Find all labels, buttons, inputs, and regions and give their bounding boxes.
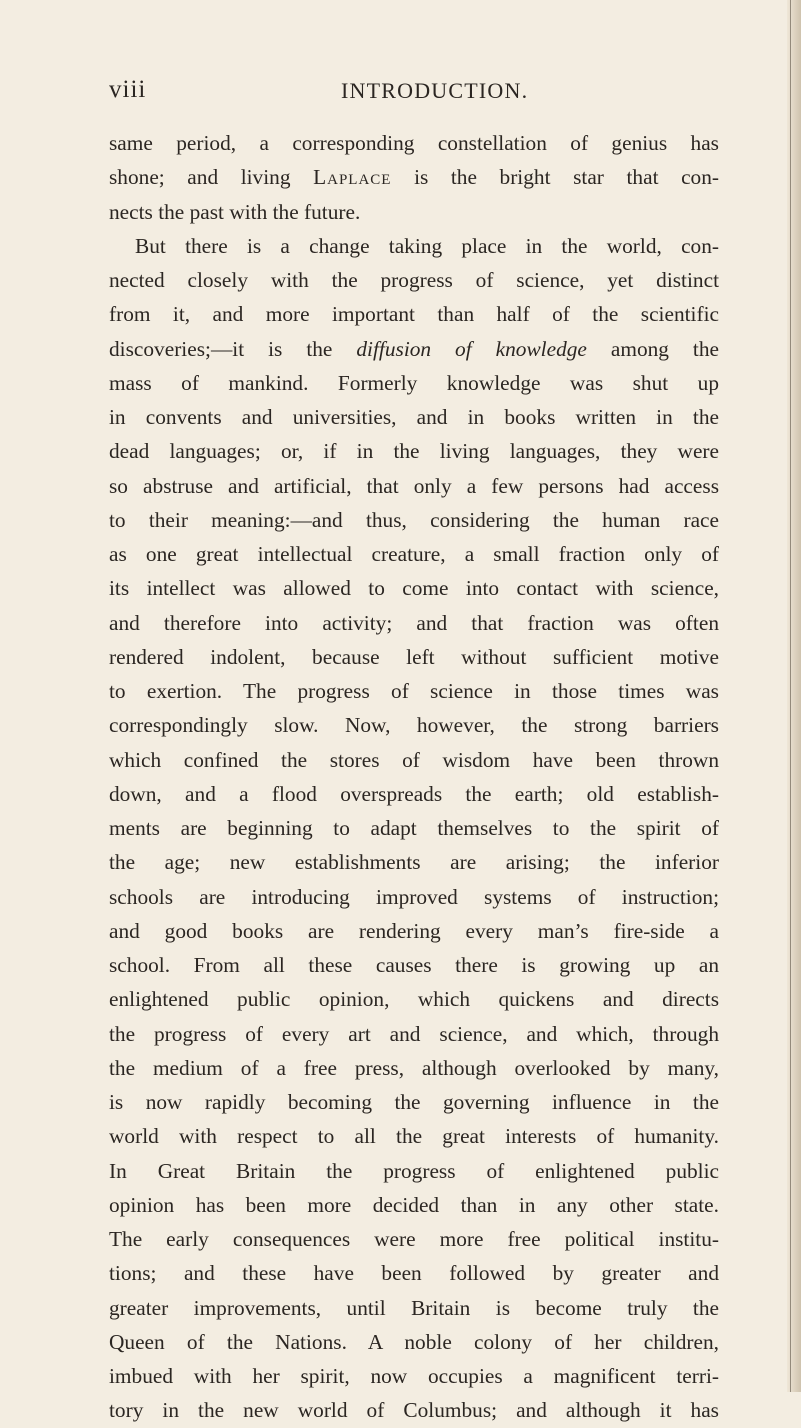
text-line: ments are beginning to adapt themselves to the spirit of	[109, 816, 719, 840]
text-line: to their meaning:—and thus, considering the human race	[109, 507, 719, 532]
running-head: INTRODUCTION.	[341, 78, 529, 103]
text-line: its intellect was allowed to come into contact with science,	[109, 576, 719, 601]
text-line: and good books are rendering every man’s fire-side a	[109, 918, 719, 943]
text-line: enlightened public opinion, which quickens and directs	[109, 987, 719, 1012]
page-number: viii	[109, 76, 147, 103]
text-line: rendered indolent, because left without sufficient motive	[109, 644, 719, 669]
emphasis-text: Laplace	[313, 165, 392, 190]
text-line: world with respect to all the great interests of humanity.	[109, 1124, 719, 1149]
text-line: tions; and these have been followed by greater and	[109, 1261, 719, 1286]
text-line: which confined the stores of wisdom have been thrown	[109, 747, 719, 772]
text-line: from it, and more important than half of the scientific	[109, 302, 719, 327]
text-line: mass of mankind. Formerly knowledge was shut up	[109, 370, 719, 395]
page-header	[109, 76, 719, 106]
text-line: In Great Britain the progress of enlightened public	[109, 1158, 719, 1183]
text-line: same period, a corresponding constellation of genius has	[109, 131, 719, 155]
page-edge-line	[790, 0, 791, 1392]
text-line: and therefore into activity; and that fraction was often	[109, 610, 719, 635]
text-line: schools are introducing improved systems of instruction;	[109, 884, 719, 909]
text-line: discoveries;—it is the diffusion of knowledge among the	[109, 336, 720, 361]
text-line: nects the past with the future.	[109, 199, 361, 224]
text-line: dead languages; or, if in the living languages, they were	[109, 439, 719, 464]
text-line: is now rapidly becoming the governing influence in the	[109, 1090, 719, 1114]
text-line: tory in the new world of Columbus; and although it has	[109, 1398, 719, 1423]
text-line: opinion has been more decided than in any other state.	[109, 1192, 719, 1217]
text-line: as one great intellectual creature, a small fraction only of	[109, 542, 719, 566]
text-line: the age; new establishments are arising; the inferior	[109, 850, 719, 875]
text-line: But there is a change taking place in the world, con-	[135, 233, 719, 258]
text-line: to exertion. The progress of science in those times was	[109, 679, 719, 703]
text-line: The early consequences were more free political institu-	[109, 1227, 719, 1251]
text-line: imbued with her spirit, now occupies a magnificent terri-	[109, 1364, 719, 1388]
text-line: correspondingly slow. Now, however, the strong barriers	[109, 713, 719, 738]
text-line: down, and a flood overspreads the earth; old establish-	[109, 781, 719, 806]
text-line: greater improvements, until Britain is become truly the	[109, 1295, 719, 1320]
emphasis-text: diffusion of knowledge	[356, 336, 587, 361]
text-line: nected closely with the progress of science, yet distinct	[109, 268, 719, 292]
text-line: the progress of every art and science, and which, through	[109, 1021, 719, 1046]
text-line: so abstruse and artificial, that only a few persons had access	[109, 473, 719, 498]
text-line: Queen of the Nations. A noble colony of her children,	[109, 1329, 719, 1354]
text-line: shone; and living Laplace is the bright star that con-	[109, 165, 719, 190]
text-line: the medium of a free press, although overlooked by many,	[109, 1055, 719, 1080]
page-body	[109, 126, 719, 1428]
text-line: in convents and universities, and in books written in the	[109, 405, 719, 429]
text-line: school. From all these causes there is growing up an	[109, 953, 719, 977]
